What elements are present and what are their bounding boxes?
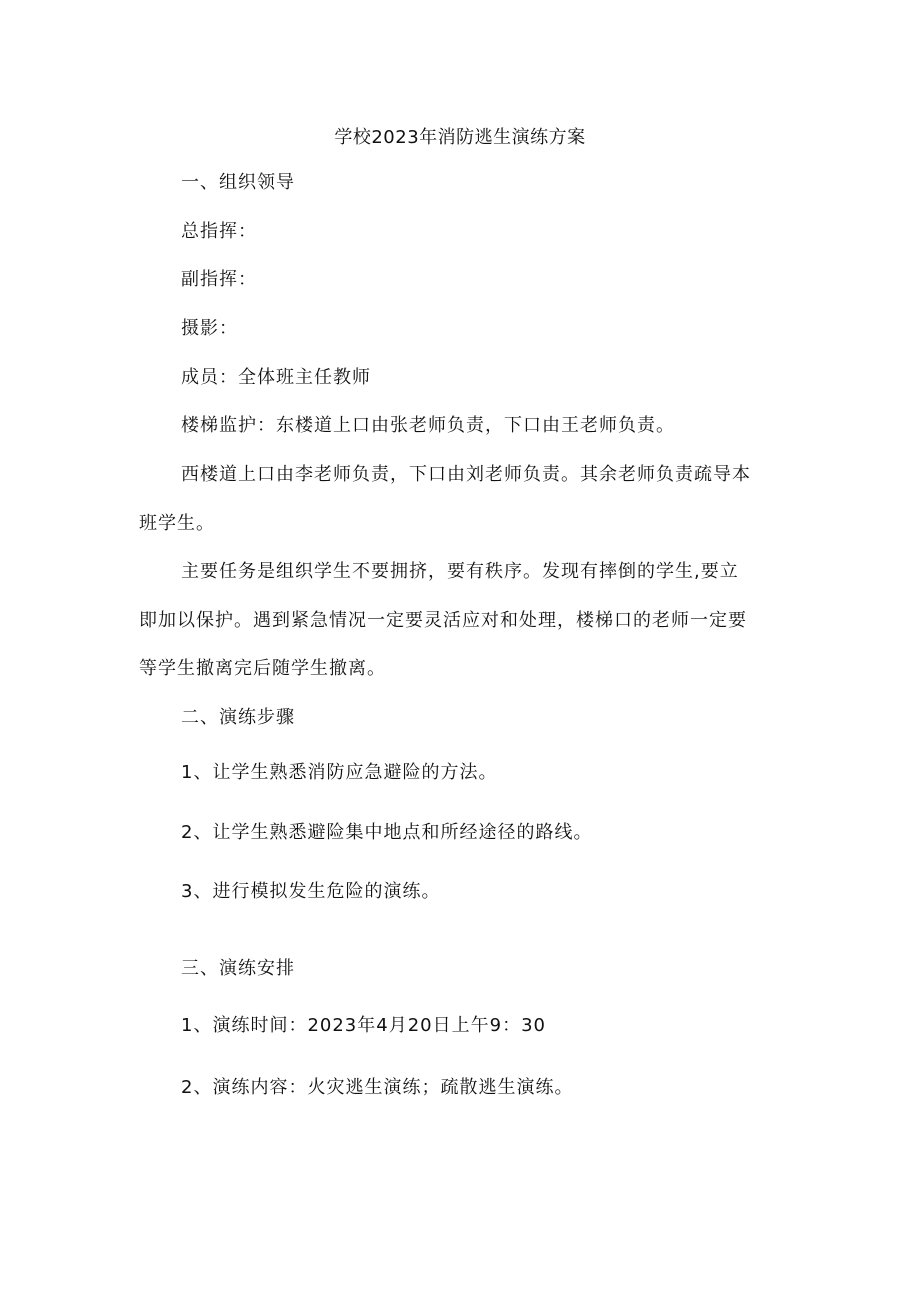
west-stair-line-1: 西楼道上口由李老师负责，下口由刘老师负责。其余老师负责疏导本	[181, 464, 751, 485]
step-item-2: 2、让学生熟悉避险集中地点和所经途径的路线。	[181, 822, 593, 843]
task-paragraph-line-2: 即加以保护。遇到紧急情况一定要灵活应对和处理，楼梯口的老师一定要	[139, 610, 747, 631]
step-item-1: 1、让学生熟悉消防应急避险的方法。	[181, 762, 498, 783]
section-heading-steps: 二、演练步骤	[181, 707, 295, 728]
section-heading-arrangement: 三、演练安排	[181, 958, 295, 979]
photography-line: 摄影：	[181, 318, 238, 339]
west-stair-line-2: 班学生。	[139, 513, 215, 534]
section-heading-organization: 一、组织领导	[181, 172, 295, 193]
task-paragraph-line-3: 等学生撤离完后随学生撤离。	[139, 658, 386, 679]
document-title: 学校2023年消防逃生演练方案	[334, 127, 586, 148]
task-paragraph-line-1: 主要任务是组织学生不要拥挤，要有秩序。发现有摔倒的学生,要立	[181, 561, 739, 582]
members-line: 成员：全体班主任教师	[181, 367, 371, 388]
stair-monitor-line: 楼梯监护：东楼道上口由张老师负责，下口由王老师负责。	[181, 415, 675, 436]
step-item-3: 3、进行模拟发生危险的演练。	[181, 881, 441, 902]
arrangement-item-1: 1、演练时间：2023年4月20日上午9：30	[181, 1015, 546, 1036]
commander-line: 总指挥：	[181, 221, 257, 242]
deputy-commander-line: 副指挥：	[181, 269, 257, 290]
arrangement-item-2: 2、演练内容：火灾逃生演练；疏散逃生演练。	[181, 1077, 574, 1098]
